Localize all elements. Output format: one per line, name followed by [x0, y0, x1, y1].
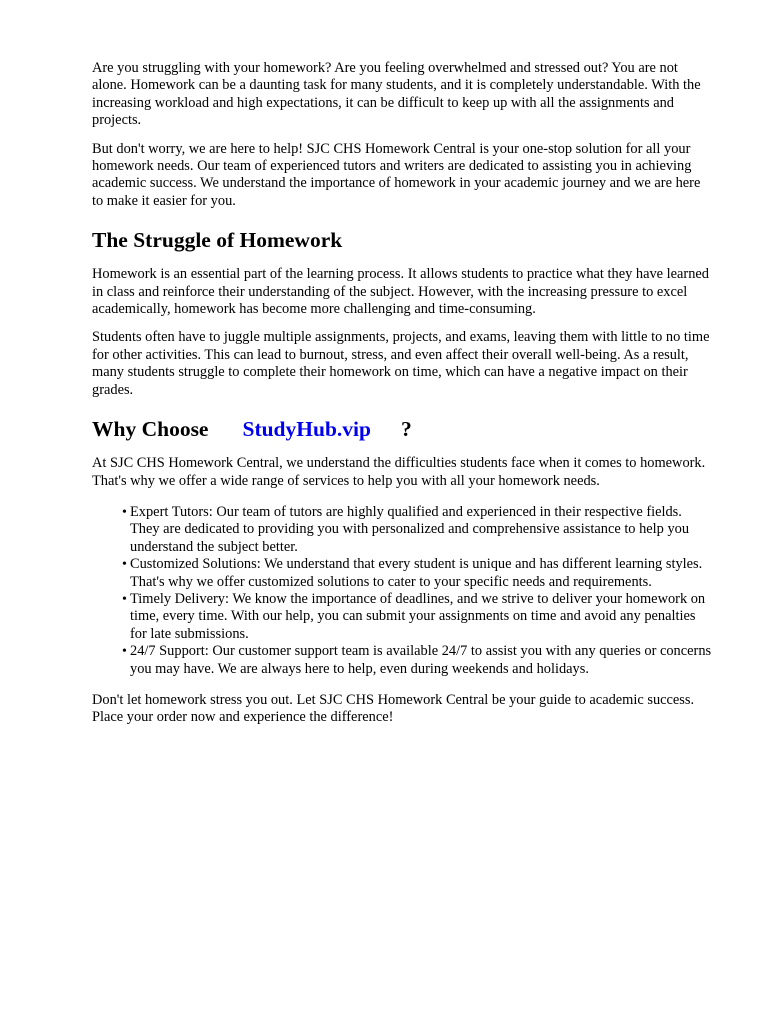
bullet-icon: •: [122, 557, 127, 573]
closing-paragraph: Don't let homework stress you out. Let SJC CHS Homework Central be your guide to academic success. Place your order now and experience the difference!: [92, 691, 695, 726]
list-item-text: Customized Solutions: We understand that every student is unique and has different learning styles. That's why we offer customized solutions to cater to your specific needs and requirements.: [130, 556, 703, 590]
list-item: [122, 556, 712, 591]
list-item: [122, 643, 712, 678]
why-choose-paragraph: At SJC CHS Homework Central, we understand the difficulties students face when it comes to homework. That's why we offer a wide range of services to help you with all your homework needs.: [92, 455, 706, 489]
bullet-icon: •: [122, 591, 127, 607]
list-item-text: Timely Delivery: We know the importance of deadlines, and we strive to deliver your homework on time, every time. With our help, you can submit your assignments on time and avoid any penalties for late submissions.: [130, 590, 706, 642]
bullet-icon: •: [122, 644, 127, 660]
intro-paragraph-2: But don't worry, we are here to help! SJC CHS Homework Central is your one-stop solution for all your homework needs. Our team of experienced tutors and writers are dedicated to assisting you in achieving academic success. We understand the importance of homework in your academic journey and we are here to make it easier for you.: [92, 140, 701, 209]
document-body: [92, 60, 714, 738]
section-heading-why-choose: [92, 416, 714, 442]
studyhub-link[interactable]: StudyHub.vip: [242, 417, 371, 442]
bullet-icon: •: [122, 504, 127, 520]
struggle-paragraph-1: Homework is an essential part of the learning process. It allows students to practice what they have learned in class and reinforce their understanding of the subject. However, with the increasing pressure to excel academically, homework has become more challenging and time-consuming.: [92, 266, 709, 318]
services-list: [92, 504, 712, 678]
list-item: [122, 504, 712, 556]
section-heading-struggle: The Struggle of Homework: [92, 228, 343, 253]
list-item-text: Expert Tutors: Our team of tutors are highly qualified and experienced in their respective fields. They are dedicated to providing you with personalized and comprehensive assistance to help you understand the subject better.: [130, 503, 690, 555]
intro-paragraph-1: Are you struggling with your homework? Are you feeling overwhelmed and stressed out? You are not alone. Homework can be a daunting task for many students, and it is completely understandable. With the increasing workload and high expectations, it can be difficult to keep up with all the assignments and projects.: [92, 60, 701, 129]
list-item: [122, 591, 712, 643]
heading-prefix: Why Choose: [92, 417, 209, 442]
list-item-text: 24/7 Support: Our customer support team is available 24/7 to assist you with any queries or concerns you may have. We are always here to help, even during weekends and holidays.: [130, 643, 712, 677]
heading-question-mark: ?: [400, 417, 412, 442]
struggle-paragraph-2: Students often have to juggle multiple assignments, projects, and exams, leaving them with little to no time for other activities. This can lead to burnout, stress, and even affect their overall well-being. As a result, many students struggle to complete their homework on time, which can have a negative impact on their grades.: [92, 329, 710, 398]
